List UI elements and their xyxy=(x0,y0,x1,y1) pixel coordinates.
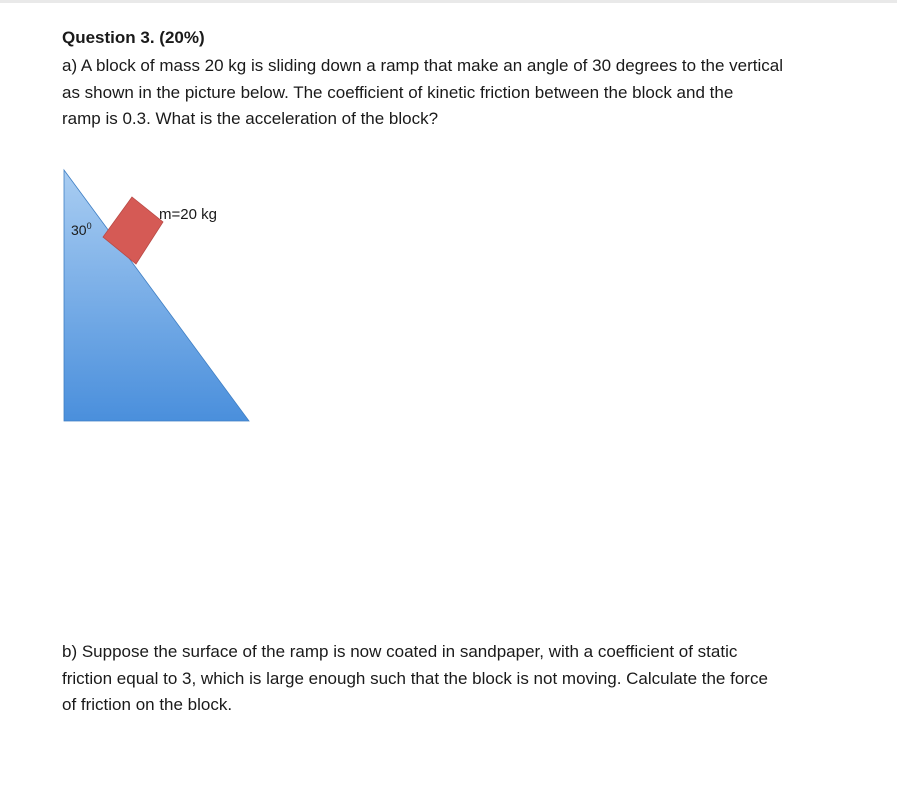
part-a-line: ramp is 0.3. What is the acceleration of the block? xyxy=(62,109,439,128)
ramp-triangle xyxy=(64,170,249,421)
part-a-line: as shown in the picture below. The coefficient of kinetic friction between the block and the xyxy=(62,82,734,102)
angle-value: 30 xyxy=(71,222,87,238)
page-top-rule xyxy=(0,0,897,3)
question-title: Question 3. (20%) xyxy=(62,28,205,47)
ramp-diagram xyxy=(55,160,265,430)
part-b-line: friction equal to 3, which is large enough such that the block is not moving. Calculate the force xyxy=(62,668,768,688)
part-b-text xyxy=(62,639,768,719)
mass-label: m=20 kg xyxy=(159,206,217,223)
angle-degree-mark: 0 xyxy=(86,221,92,231)
ramp-figure xyxy=(55,160,265,430)
part-a-text xyxy=(62,53,783,133)
part-a-line: a) A block of mass 20 kg is sliding down a ramp that make an angle of 30 degrees to the vertical xyxy=(62,56,784,75)
part-b-line: b) Suppose the surface of the ramp is now coated in sandpaper, with a coefficient of static xyxy=(62,642,738,661)
part-b-line: of friction on the block. xyxy=(62,695,233,714)
